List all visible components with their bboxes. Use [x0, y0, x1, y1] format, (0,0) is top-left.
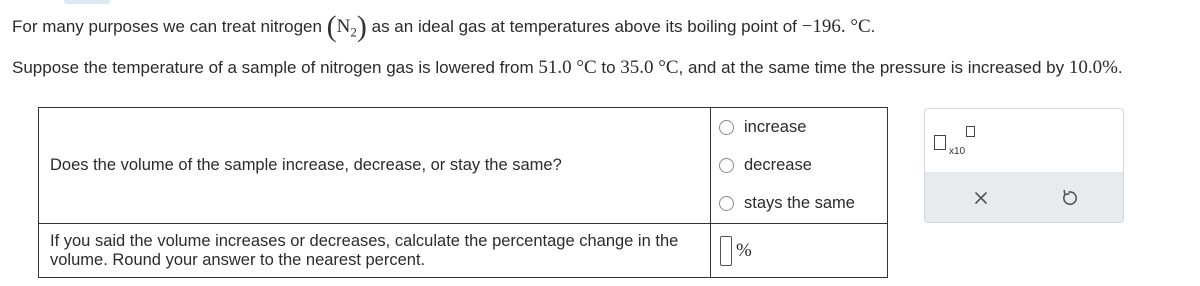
temperature-to: 35.0 °C — [620, 57, 679, 78]
question-row-direction — [39, 108, 888, 224]
option-decrease[interactable] — [711, 147, 887, 185]
option-label: decrease — [744, 156, 812, 174]
times-ten-label: x10 — [949, 146, 966, 157]
toolbox-action-bar — [925, 172, 1123, 222]
radio-increase[interactable] — [719, 120, 734, 135]
pressure-change-value: 10.0% — [1068, 57, 1118, 78]
question-direction-text: Does the volume of the sample increase, decrease, or stay the same? — [39, 108, 711, 224]
answer-options — [711, 108, 888, 224]
problem-scenario: Suppose the temperature of a sample of nitrogen gas is lowered from 51.0 °C to 35.0 °C, and at the same time the pressure is increased by 10.0%. — [12, 57, 1123, 78]
mantissa-box-icon — [934, 135, 946, 150]
radio-decrease[interactable] — [719, 158, 734, 173]
close-icon — [968, 185, 994, 211]
option-label: stays the same — [744, 194, 855, 212]
percentage-input[interactable] — [720, 236, 732, 266]
intro-text-middle: as an ideal gas at temperatures above its boiling point of — [366, 17, 802, 36]
temperature-from: 51.0 °C — [538, 57, 597, 78]
undo-button[interactable] — [1056, 185, 1082, 211]
option-label: increase — [744, 118, 807, 136]
answer-toolbox — [924, 108, 1124, 223]
intro-text-prefix: For many purposes we can treat nitrogen — [12, 17, 327, 36]
question-percentage-text: If you said the volume increases or decreases, calculate the percentage change in the volume. Round your answer to the nearest percent. — [39, 224, 711, 278]
percentage-answer-cell — [711, 224, 888, 278]
undo-icon — [1056, 185, 1082, 211]
option-stays-the-same[interactable] — [711, 185, 887, 223]
exponent-box-icon — [966, 126, 975, 137]
tab-indicator — [64, 0, 110, 4]
percent-unit: % — [736, 239, 752, 261]
radio-stays-the-same[interactable] — [719, 196, 734, 211]
boiling-point-value: −196. °C — [801, 16, 871, 37]
formula-subscript: 2 — [350, 24, 357, 40]
clear-button[interactable] — [968, 185, 994, 211]
option-increase[interactable] — [711, 109, 887, 147]
scientific-notation-button[interactable] — [933, 121, 983, 157]
question-table — [38, 107, 888, 278]
formula-base: N — [336, 16, 351, 37]
problem-intro: For many purposes we can treat nitrogen $(N_2)$ as an ideal gas at temperatures above its boiling point of −196. °C. — [12, 10, 876, 43]
question-row-percentage — [39, 224, 888, 278]
